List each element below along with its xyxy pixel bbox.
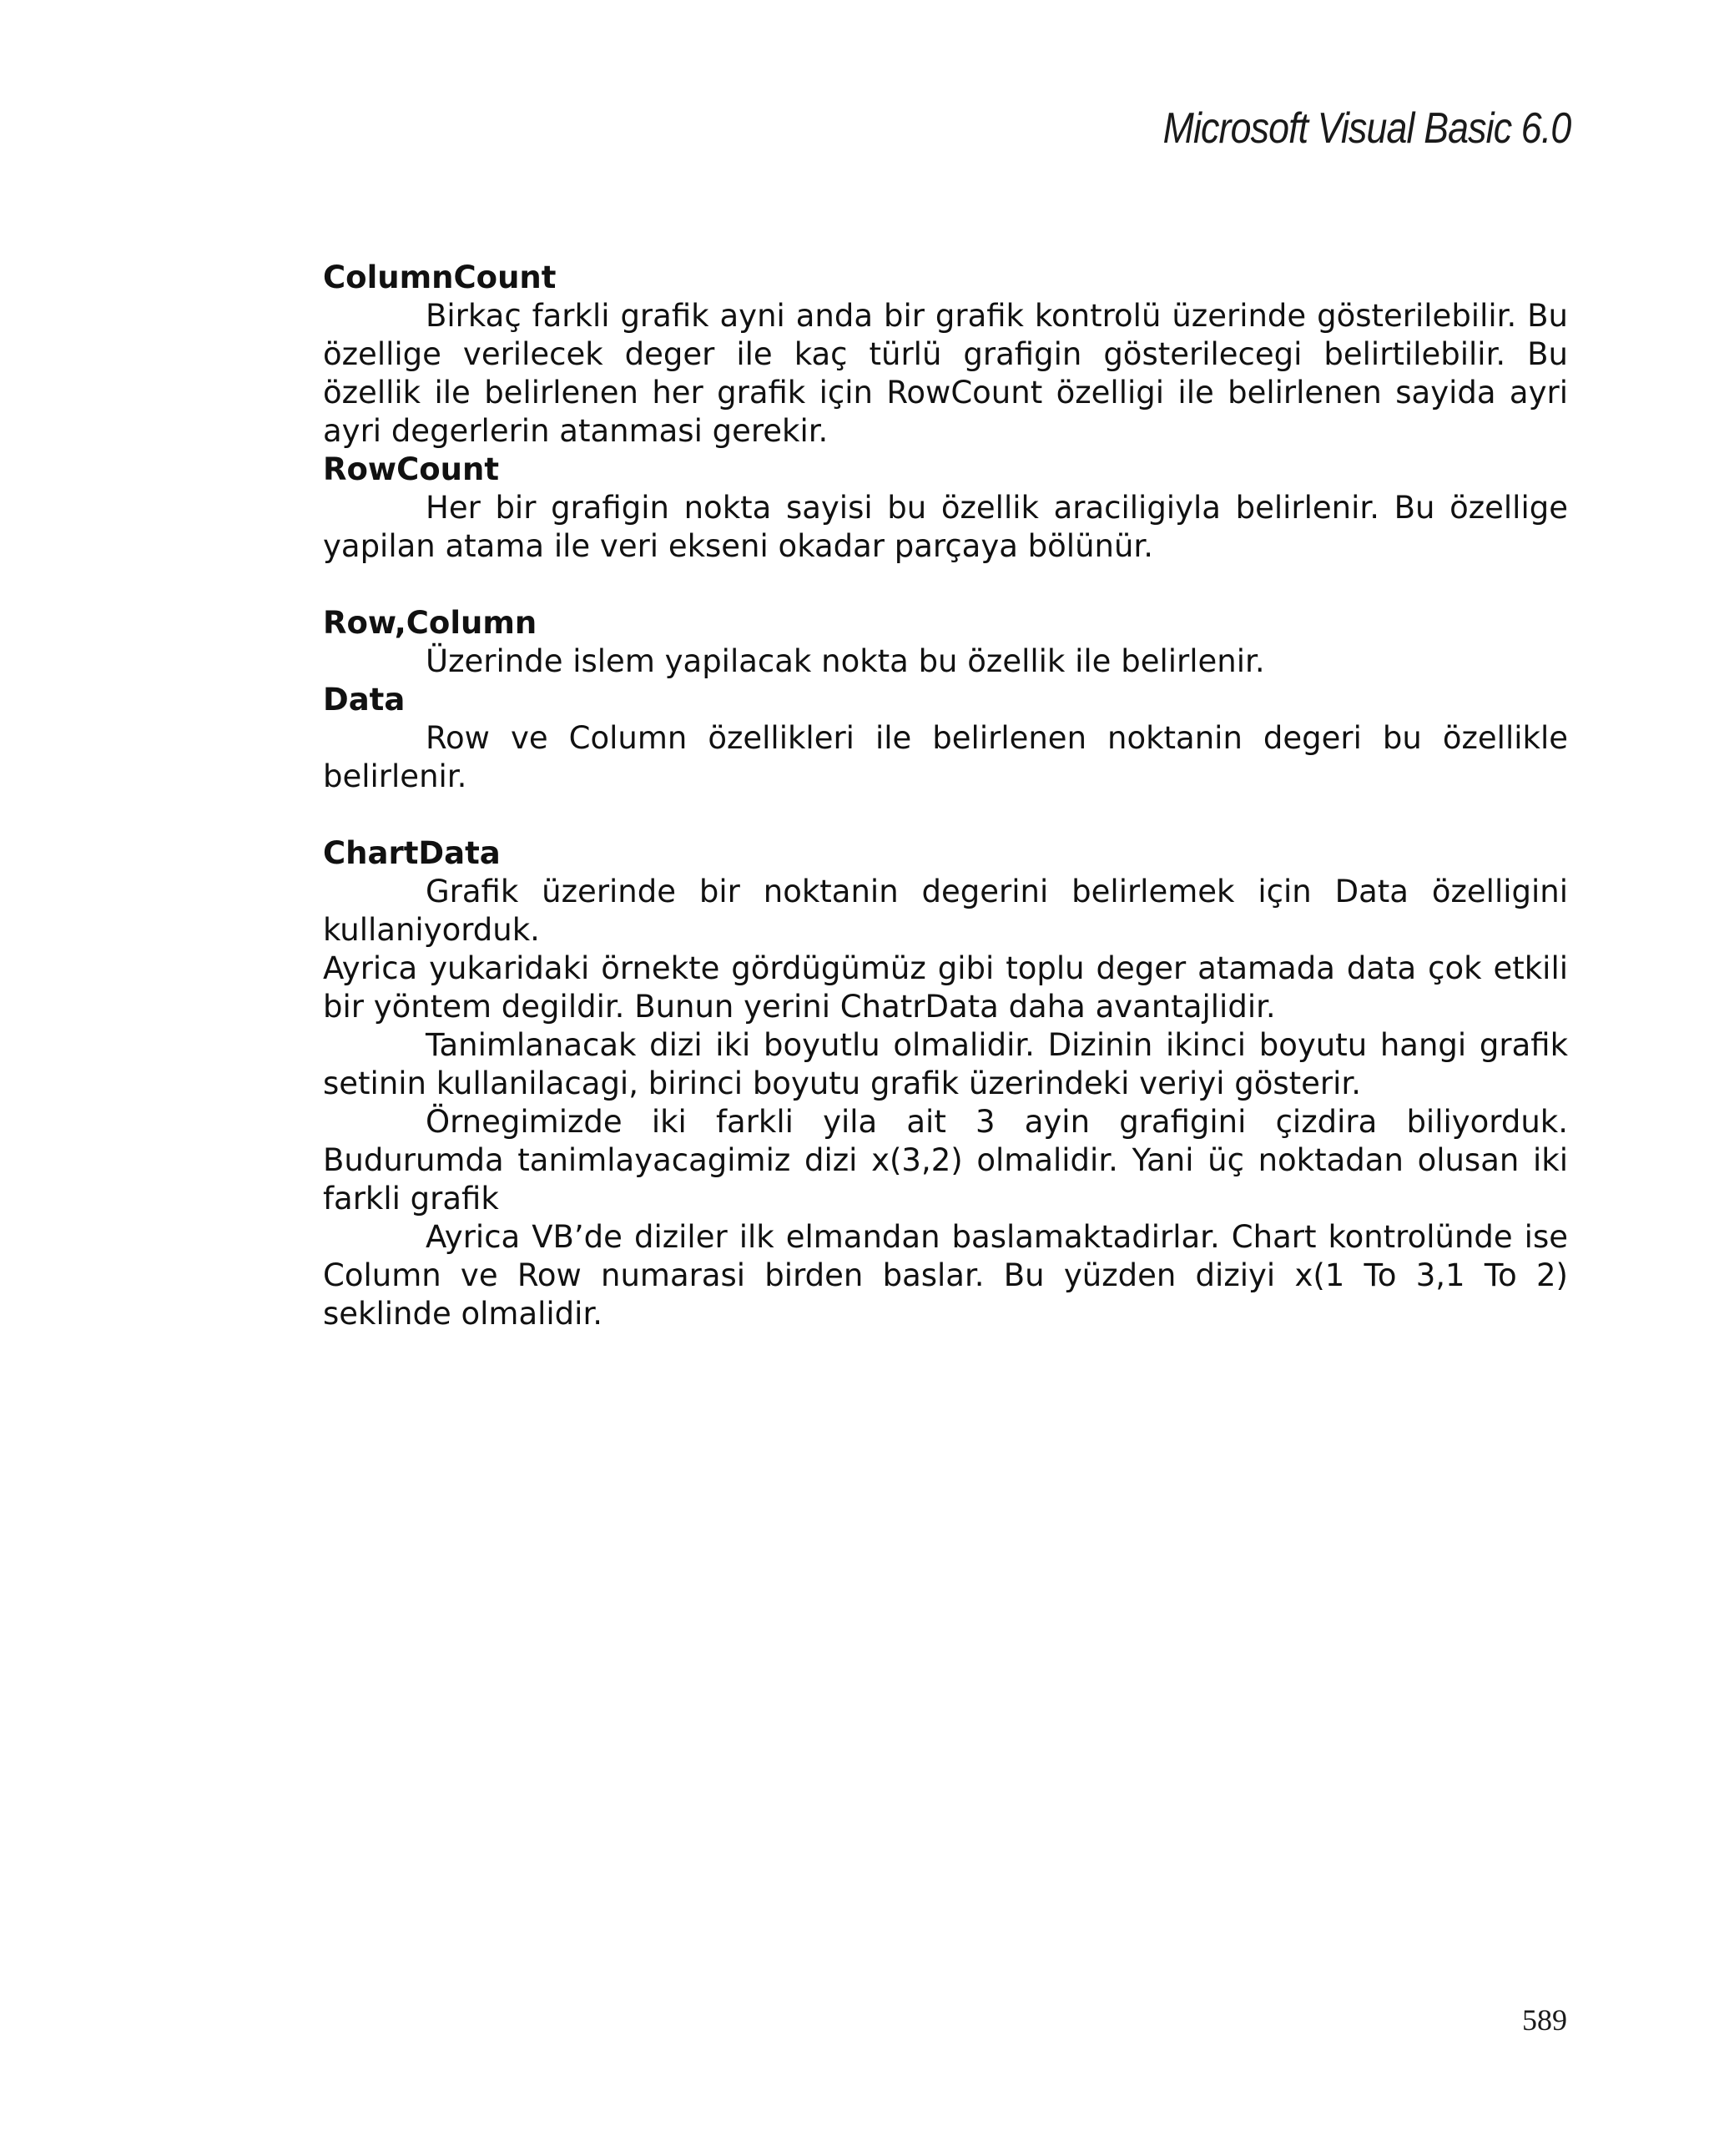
section-title: ColumnCount — [323, 259, 557, 295]
section-title: Data — [323, 682, 406, 718]
running-header: Microsoft Visual Basic 6.0 — [1162, 104, 1570, 153]
paragraph: Birkaç farkli grafik ayni anda bir grafik kontrolü üzerinde gösterilebilir. Bu özellige verilecek deger ile kaç türlü grafigin gösterilecegi belirtilebilir. Bu özellik ile belirlenen her grafik için RowCount özelligi ile belirlenen sayida ayri ayri degerlerin atanmasi gerekir. — [323, 298, 1568, 449]
paragraph: Grafik üzerinde bir noktanin degerini belirlemek için Data özelligini kullaniyorduk. — [323, 874, 1568, 948]
spacer — [323, 796, 1568, 834]
section-rowcount — [323, 451, 1568, 566]
page-number: 589 — [1522, 2003, 1567, 2037]
section-row-column — [323, 604, 1568, 681]
spacer — [323, 566, 1568, 604]
section-columncount — [323, 259, 1568, 451]
section-title: ChartData — [323, 835, 501, 871]
paragraph: Üzerinde islem yapilacak nokta bu özellik ile belirlenir. — [426, 643, 1265, 679]
section-title: Row,Column — [323, 605, 537, 641]
paragraph: Row ve Column özellikleri ile belirlenen noktanin degeri bu özellikle belirlenir. — [323, 720, 1568, 794]
section-title: RowCount — [323, 451, 500, 487]
paragraph: Ayrica VB’de diziler ilk elmandan baslamaktadirlar. Chart kontrolünde ise Column ve Row numarasi birden baslar. Bu yüzden diziyi x(1 To 3,1 To 2) seklinde olmalidir. — [323, 1219, 1568, 1332]
paragraph: Tanimlanacak dizi iki boyutlu olmalidir. Dizinin ikinci boyutu hangi grafik setinin kullanilacagi, birinci boyutu grafik üzerindeki veriyi gösterir. — [323, 1027, 1568, 1101]
page-body — [323, 259, 1568, 1333]
section-data — [323, 681, 1568, 796]
paragraph: Örnegimizde iki farkli yila ait 3 ayin grafigini çizdira biliyorduk. Budurumda tanimlayacagimiz dizi x(3,2) olmalidir. Yani üç noktadan olusan iki farkli grafik — [323, 1104, 1568, 1217]
section-chartdata — [323, 834, 1568, 1333]
paragraph: Her bir grafigin nokta sayisi bu özellik araciligiyla belirlenir. Bu özellige yapilan atama ile veri ekseni okadar parçaya bölünür. — [323, 490, 1568, 564]
paragraph: Ayrica yukaridaki örnekte gördügümüz gibi toplu deger atamada data çok etkili bir yöntem degildir. Bunun yerini ChatrData daha avantajlidir. — [323, 950, 1568, 1025]
